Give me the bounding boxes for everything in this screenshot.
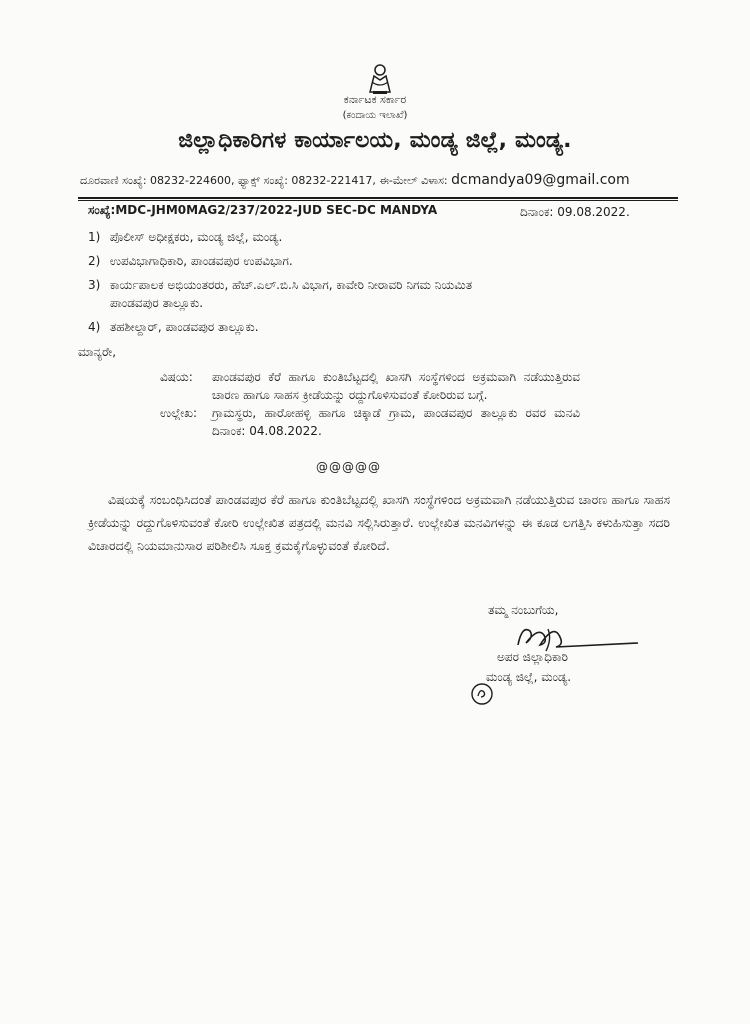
recipient-item (88, 228, 678, 246)
letter-date: ದಿನಾಂಕ: 09.08.2022. (520, 205, 630, 219)
closing-phrase: ತಮ್ಮ ನಂಬುಗೆಯ, (488, 603, 559, 617)
recipient-text: ತಹಶೀಲ್ದಾರ್, ಪಾಂಡವಪುರ ತಾಲ್ಲೂಕು. (109, 320, 259, 334)
body-paragraph: ವಿಷಯಕ್ಕೆ ಸಂಬಂಧಿಸಿದಂತೆ ಪಾಂಡವಪುರ ಕೆರೆ ಹಾಗೂ ಕುಂತಿಬೆಟ್ಟದಲ್ಲಿ ಖಾಸಗಿ ಸಂಸ್ಥೆಗಳಿಂದ ಅಕ್ರಮವಾಗಿ ನಡೆಯುತ್ತಿರುವ ಚಾರಣ ಹಾಗೂ ಸಾಹಸ ಕ್ರೀಡೆಯನ್ನು ರದ್ದುಗೊಳಿಸುವಂತೆ ಕೋರಿ ಉಲ್ಲೇಖಿತ ಪತ್ರದಲ್ಲಿ ಮನವಿ ಸಲ್ಲಿಸಿರುತ್ತಾರೆ. ಉಲ್ಲೇಖಿತ ಮನವಿಗಳನ್ನು ಈ ಕೂಡ ಲಗತ್ತಿಸಿ ಕಳುಹಿಸುತ್ತಾ ಸದರಿ ವಿಚಾರದಲ್ಲಿ ನಿಯಮಾನುಸಾರ ಪರಿಶೀಲಿಸಿ ಸೂಕ್ತ ಕ್ರಮಕೈಗೊಳ್ಳುವಂತೆ ಕೋರಿದೆ. (88, 492, 670, 553)
recipient-text: ಕಾರ್ಯಪಾಲಕ ಅಭಿಯಂತರರು, ಹೆಚ್.ಎಲ್.ಬಿ.ಸಿ ವಿಭಾಗ, ಕಾವೇರಿ ನೀರಾವರಿ ನಿಗಮ ನಿಯಮಿತ (109, 278, 473, 292)
recipient-item (88, 276, 678, 312)
recipient-list (88, 228, 678, 342)
subject-text: ಪಾಂಡವಪುರ ಕೆರೆ ಹಾಗೂ ಕುಂತಿಬೆಟ್ಟದಲ್ಲಿ ಖಾಸಗಿ ಸಂಸ್ಥೆಗಳಿಂದ ಅಕ್ರಮವಾಗಿ ನಡೆಯುತ್ತಿರುವ ಚಾರಣ ಹಾಗೂ ಸಾಹಸ ಕ್ರೀಡೆಯನ್ನು ರದ್ದುಗೊಳಿಸುವಂತೆ ಕೋರಿರುವ ಬಗ್ಗೆ. (212, 370, 580, 402)
reference-text: ಗ್ರಾಮಸ್ಥರು, ಹಾರೋಹಳ್ಳಿ ಹಾಗೂ ಚಿಕ್ಕಾಡೆ ಗ್ರಾಮ, ಪಾಂಡವಪುರ ತಾಲ್ಲೂಕು ರವರ ಮನವಿ ದಿನಾಂಕ: 04.08.2022. (212, 406, 580, 438)
subject-label: ವಿಷಯ: (160, 370, 193, 384)
subject-block (160, 368, 580, 440)
recipient-continuation: ಪಾಂಡವಪುರ ತಾಲ್ಲೂಕು. (110, 296, 204, 310)
signatory-place: ಮಂಡ್ಯ ಜಿಲ್ಲೆ, ಮಂಡ್ಯ. (486, 670, 572, 684)
reference-label: ಉಲ್ಲೇಖ: (160, 406, 198, 420)
recipient-number: 1) (88, 230, 101, 244)
salutation: ಮಾನ್ಯರೇ, (78, 345, 117, 359)
recipient-item (88, 318, 678, 336)
header-rule (78, 197, 678, 199)
recipient-number: 4) (88, 320, 101, 334)
recipient-text: ಪೊಲೀಸ್ ಅಧೀಕ್ಷಕರು, ಮಂಡ್ಯ ಜಿಲ್ಲೆ, ಮಂಡ್ಯ. (109, 230, 283, 244)
department-name: (ಕಂದಾಯ ಇಲಾಖೆ) (342, 110, 408, 121)
recipient-number: 2) (88, 254, 101, 268)
office-title: ಜಿಲ್ಲಾಧಿಕಾರಿಗಳ ಕಾರ್ಯಾಲಯ, ಮಂಡ್ಯ ಜಿಲ್ಲೆ, ಮಂಡ್ಯ. (178, 128, 572, 153)
header-rule-thin (78, 200, 678, 201)
contact-line (80, 172, 630, 188)
circle-initial-mark (470, 682, 494, 706)
email-address: dcmandya09@gmail.com (451, 172, 630, 188)
recipient-item (88, 252, 678, 270)
recipient-text: ಉಪವಿಭಾಗಾಧಿಕಾರಿ, ಪಾಂಡವಪುರ ಉಪವಿಭಾಗ. (109, 254, 293, 268)
reference-number: ಸಂಖ್ಯೆ:MDC-JHM0MAG2/237/2022-JUD SEC-DC MANDYA (88, 203, 438, 217)
reference-row (160, 404, 580, 440)
recipient-number: 3) (88, 278, 101, 292)
subject-row (160, 368, 580, 404)
contact-numbers: ದೂರವಾಣಿ ಸಂಖ್ಯೆ: 08232-224600, ಫ್ಯಾಕ್ಸ್ ಸಂಖ್ಯೆ: 08232-221417, ಈ-ಮೇಲ್ ವಿಳಾಸ: (80, 174, 452, 187)
signatory-designation: ಅಪರ ಜಿಲ್ಲಾಧಿಕಾರಿ (497, 650, 568, 664)
state-emblem-icon (364, 62, 396, 96)
government-name: ಕರ್ನಾಟಕ ಸರ್ಕಾರ (343, 93, 407, 106)
separator-mark: @@@@@ (316, 460, 381, 474)
